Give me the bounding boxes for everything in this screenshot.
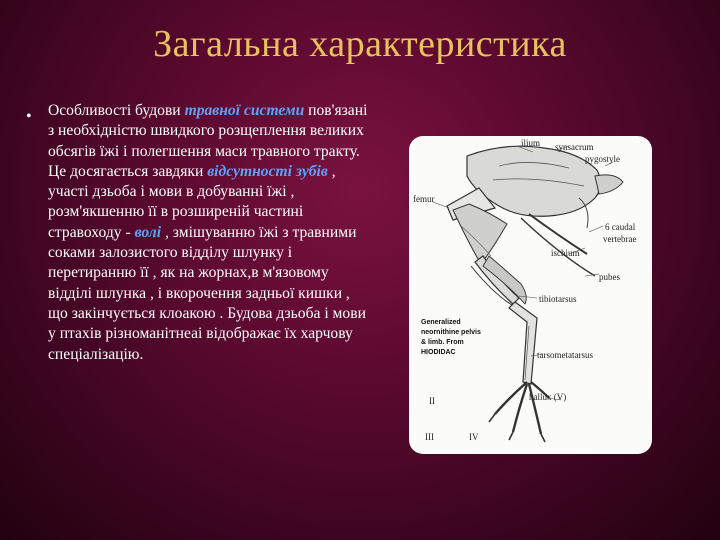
- caption-line-1: Generalized: [421, 319, 461, 326]
- text-run: Особливості будови: [48, 102, 185, 119]
- highlight-crop: волі: [134, 223, 162, 241]
- label-synsacrum: synsacrum: [555, 142, 594, 152]
- caption-line-2: neornithine pelvis: [421, 329, 481, 336]
- label-ischium: ischium: [551, 248, 580, 258]
- slide-title: Загальна характеристика: [153, 23, 567, 65]
- label-digit-iv: IV: [469, 432, 479, 442]
- text-run: пов'язані з необхідністю швидкого розщеплення великих обсягів їжі і полегшення маси травного тракту. Це досягається завдяки: [48, 102, 368, 180]
- highlight-no-teeth: відсутності зубів: [207, 162, 328, 180]
- bullet-marker: •: [26, 108, 32, 125]
- label-tarsometatarsus: tarsometatarsus: [537, 350, 593, 360]
- body-paragraph: [48, 101, 373, 365]
- label-pygostyle: pygostyle: [585, 154, 620, 164]
- label-ilium: ilium: [521, 138, 541, 148]
- text-run: , змішуванню їжі з травними соками залозистого відділу шлунку і перетиранню її , як на жорнах,в м'язовому відділі шлунка , і вкорочення задньої кишки , що закінчується клоакою . Будова дзьоба і мови у птахів різноманітнеаі відображає їх харчову спеціалізацію.: [48, 223, 366, 363]
- label-caudal: 6 caudal: [605, 222, 636, 232]
- label-tibiotarsus: tibiotarsus: [539, 294, 577, 304]
- bird-skeleton-figure: [409, 136, 652, 454]
- label-femur: femur: [413, 194, 435, 204]
- highlight-digestive-system: травної системи: [184, 102, 305, 119]
- bird-leg-illustration: [409, 136, 652, 454]
- label-digit-ii: II: [429, 396, 435, 406]
- label-hallux: hallux (V): [529, 392, 567, 402]
- label-pubes: pubes: [599, 272, 620, 282]
- text-run: , участі дзьоба і мови в добуванні їжі , розм'якшенню її в розширеній частині стравоходу -: [48, 162, 336, 241]
- label-vertebrae: vertebrae: [603, 234, 637, 244]
- label-digit-iii: III: [425, 432, 434, 442]
- caption-line-4: HIODIDAC: [421, 349, 456, 356]
- caption-line-3: & limb. From: [421, 339, 464, 346]
- tarsometatarsus-bone: [509, 302, 537, 384]
